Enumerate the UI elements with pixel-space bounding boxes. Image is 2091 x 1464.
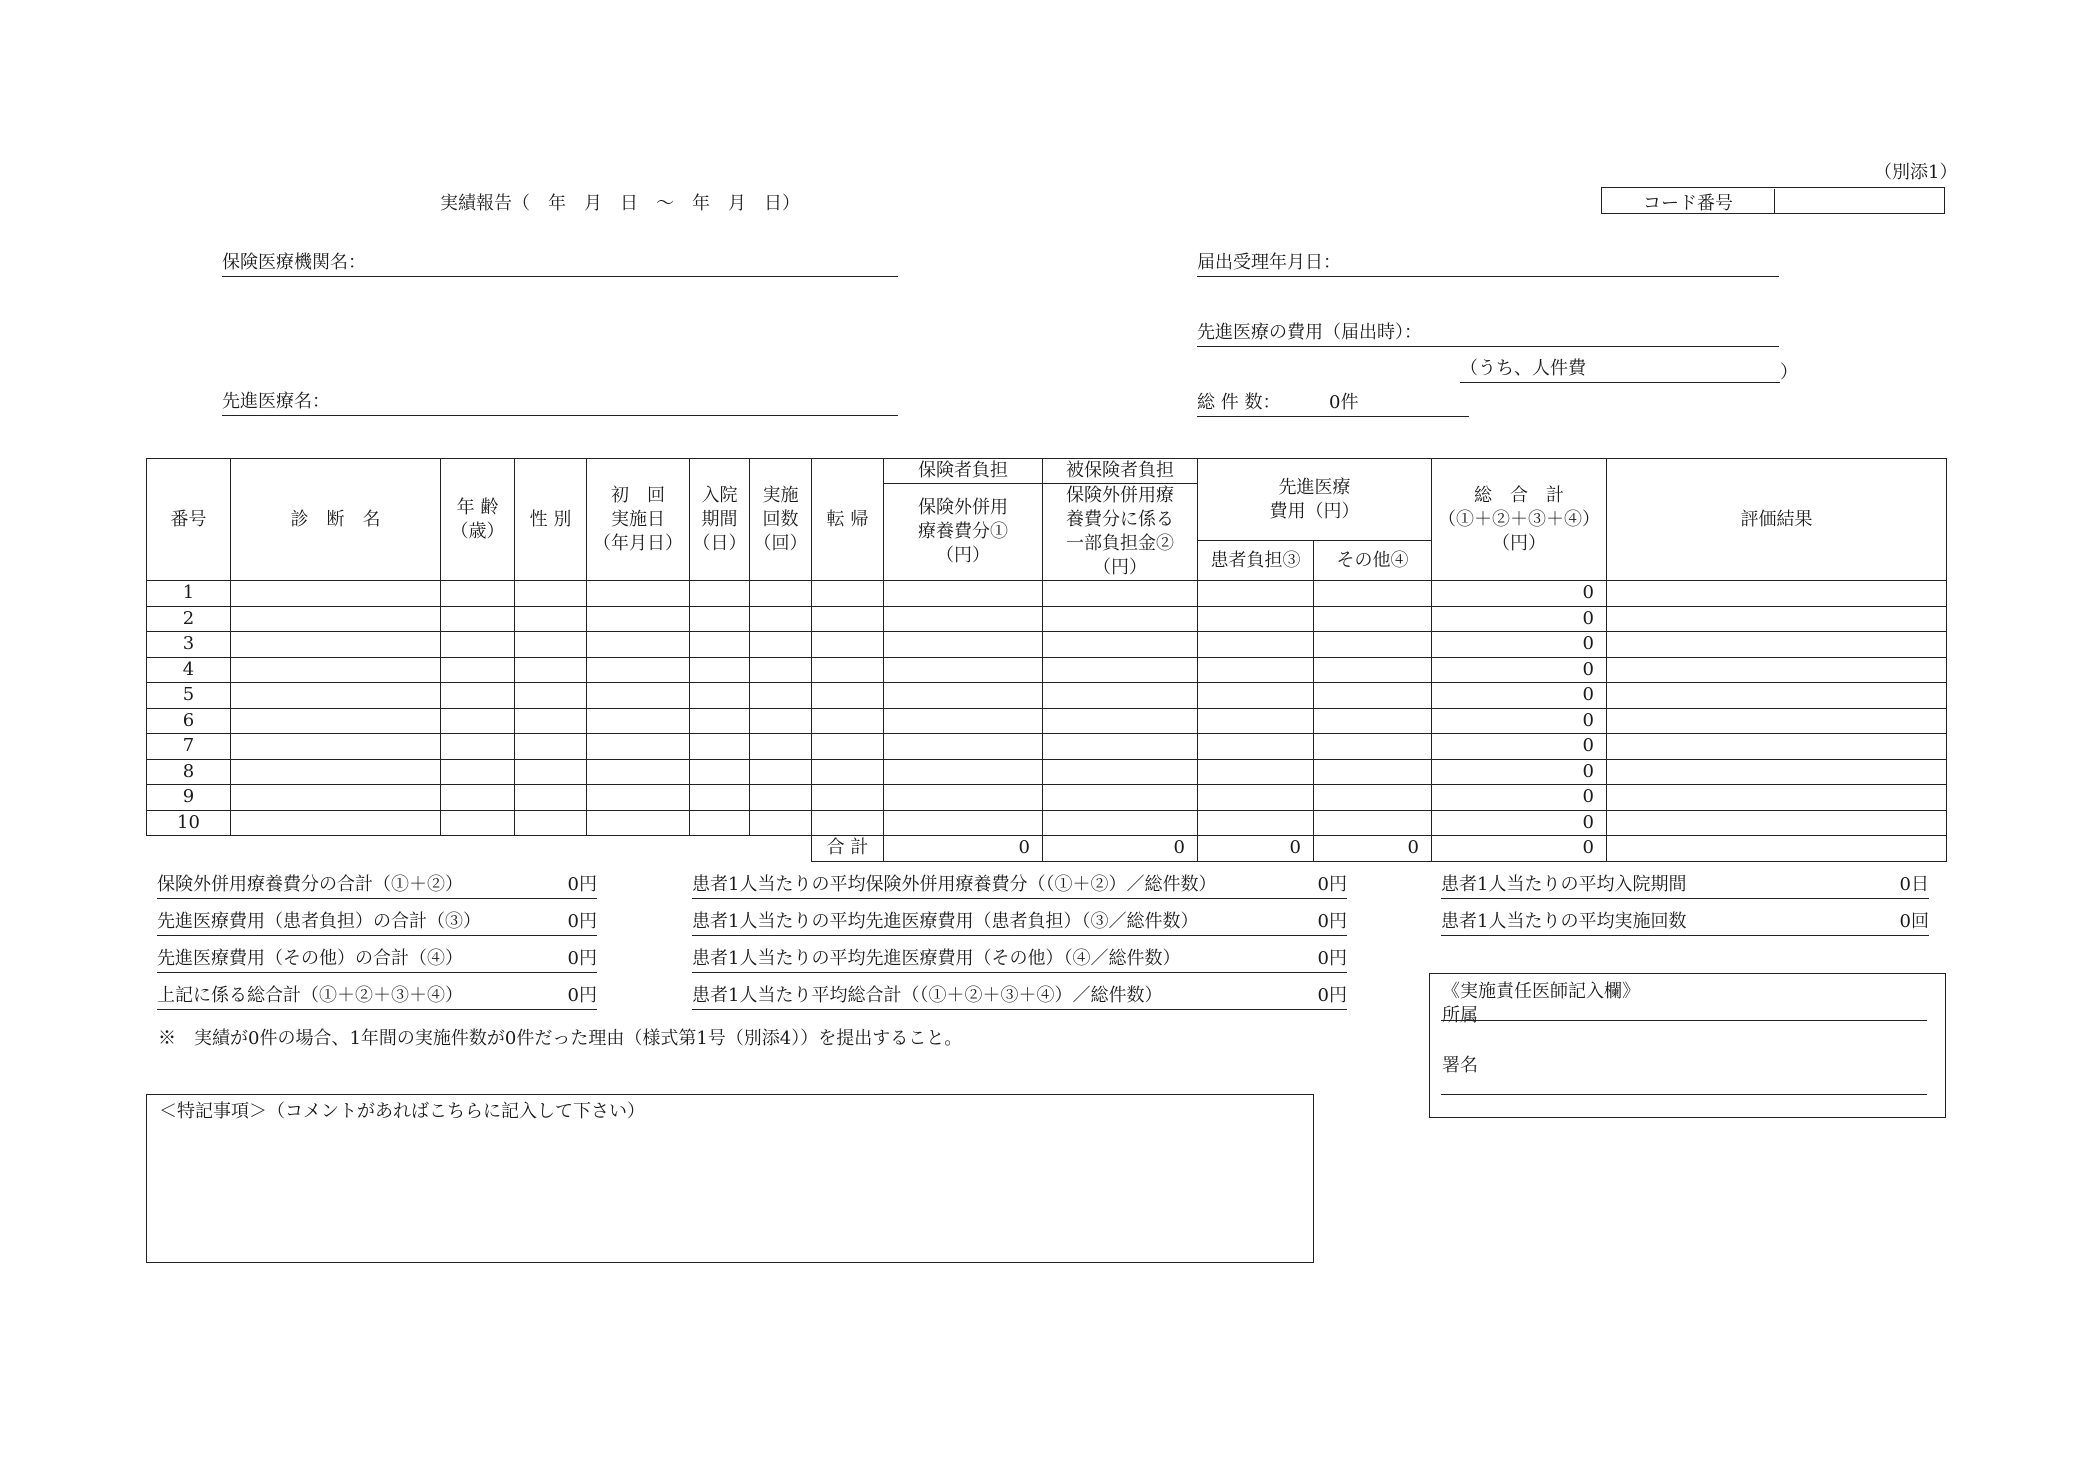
total-cases-label: 総 件 数： (1197, 392, 1281, 413)
table-cell[interactable] (1198, 785, 1314, 811)
row-grand-total: 0 (1432, 683, 1607, 709)
table-cell[interactable] (587, 683, 690, 709)
col-first-date-header: 初 回 実施日 （年月日） (587, 459, 690, 581)
table-cell[interactable] (812, 683, 884, 709)
summary-line (157, 909, 597, 936)
col-outcome-header: 転 帰 (812, 459, 884, 581)
row-number: 7 (147, 734, 231, 760)
col-times-header: 実施 回数 （回） (750, 459, 812, 581)
table-cell[interactable] (690, 606, 750, 632)
row-number: 2 (147, 606, 231, 632)
table-cell[interactable] (231, 785, 441, 811)
table-cell[interactable] (750, 683, 812, 709)
table-row (147, 810, 1947, 836)
row-grand-total: 0 (1432, 708, 1607, 734)
col-no-header: 番号 (147, 459, 231, 581)
table-cell[interactable] (441, 581, 515, 607)
table-cell[interactable] (1198, 708, 1314, 734)
table-row (147, 683, 1947, 709)
summary-label: 患者1人当たり平均総合計（（①＋②＋③＋④）／総件数） (692, 985, 1163, 1006)
summary-value: 0円 (567, 874, 597, 895)
table-cell[interactable] (515, 581, 587, 607)
insurer-group-header: 保険者負担 (884, 459, 1043, 484)
table-cell[interactable] (812, 581, 884, 607)
total-copayment: 0 (1043, 836, 1198, 862)
col-diagnosis-header: 診 断 名 (231, 459, 441, 581)
table-cell[interactable] (690, 683, 750, 709)
table-cell[interactable] (690, 708, 750, 734)
total-evaluation-cell (1607, 836, 1947, 862)
table-cell[interactable] (515, 657, 587, 683)
table-cell[interactable] (812, 810, 884, 836)
row-number: 8 (147, 759, 231, 785)
total-patient-burden: 0 (1198, 836, 1314, 862)
table-cell[interactable] (587, 810, 690, 836)
col-grand-total-header: 総 合 計 （①＋②＋③＋④） （円） (1432, 459, 1607, 581)
table-row (147, 581, 1947, 607)
table-cell[interactable] (884, 581, 1043, 607)
table-row (147, 785, 1947, 811)
table-cell[interactable] (1198, 734, 1314, 760)
affiliation-field[interactable] (1441, 1000, 1927, 1021)
table-cell[interactable] (750, 581, 812, 607)
institution-name-label: 保険医療機関名： (222, 252, 366, 273)
table-cell[interactable] (690, 785, 750, 811)
table-cell[interactable] (231, 606, 441, 632)
table-cell[interactable] (884, 734, 1043, 760)
table-cell[interactable] (441, 734, 515, 760)
table-cell[interactable] (812, 785, 884, 811)
table-cell[interactable] (231, 734, 441, 760)
signature-field[interactable] (1441, 1028, 1927, 1095)
table-cell[interactable] (1043, 683, 1198, 709)
table-cell[interactable] (515, 810, 587, 836)
summary-label: 患者1人当たりの平均先進医療費用（その他）（④／総件数） (692, 948, 1181, 969)
table-cell[interactable] (515, 734, 587, 760)
total-grand-total: 0 (1432, 836, 1607, 862)
table-cell[interactable] (587, 759, 690, 785)
summary-value: 0円 (1317, 948, 1347, 969)
table-cell[interactable] (1314, 581, 1432, 607)
table-cell[interactable] (515, 759, 587, 785)
table-cell[interactable] (231, 759, 441, 785)
summary-line (692, 872, 1347, 899)
cost-field[interactable] (1197, 320, 1779, 347)
row-grand-total: 0 (1432, 581, 1607, 607)
total-cases-field (1197, 390, 1469, 417)
insured-group-header: 被保険者負担 (1043, 459, 1198, 484)
table-cell[interactable] (1314, 657, 1432, 683)
table-cell[interactable] (1198, 632, 1314, 658)
table-cell[interactable] (812, 708, 884, 734)
institution-name-field[interactable] (222, 250, 898, 277)
table-cell[interactable] (231, 683, 441, 709)
remarks-label: ＜特記事項＞（コメントがあればこちらに記入して下さい） (159, 1101, 645, 1122)
summary-value: 0円 (567, 985, 597, 1006)
total-row (147, 836, 1947, 862)
personnel-cost-field[interactable] (1460, 356, 1780, 383)
table-cell[interactable] (441, 683, 515, 709)
summary-line (157, 946, 597, 973)
table-cell[interactable] (441, 759, 515, 785)
table-cell[interactable] (884, 810, 1043, 836)
table-cell[interactable] (1314, 734, 1432, 760)
summary-line (692, 983, 1347, 1010)
table-cell[interactable] (690, 810, 750, 836)
table-cell[interactable] (515, 708, 587, 734)
advanced-name-field[interactable] (222, 389, 898, 416)
table-cell[interactable] (1607, 683, 1947, 709)
cost-label: 先進医療の費用（届出時）： (1197, 322, 1422, 343)
table-row (147, 606, 1947, 632)
table-cell[interactable] (441, 708, 515, 734)
table-cell[interactable] (690, 632, 750, 658)
table-cell[interactable] (1314, 708, 1432, 734)
table-cell[interactable] (1607, 810, 1947, 836)
table-cell[interactable] (1043, 785, 1198, 811)
table-cell[interactable] (690, 734, 750, 760)
table-cell[interactable] (587, 581, 690, 607)
table-cell[interactable] (812, 657, 884, 683)
summary-line (692, 946, 1347, 973)
table-cell[interactable] (1198, 759, 1314, 785)
summary-label: 先進医療費用（患者負担）の合計（③） (157, 911, 481, 932)
affiliation-label: 所属 (1442, 1005, 1478, 1026)
table-cell[interactable] (1043, 734, 1198, 760)
remarks-box[interactable] (146, 1094, 1314, 1263)
table-cell[interactable] (1198, 683, 1314, 709)
table-cell[interactable] (515, 632, 587, 658)
summary-label: 患者1人当たりの平均保険外併用療養費分（（①＋②）／総件数） (692, 874, 1217, 895)
table-cell[interactable] (750, 708, 812, 734)
table-cell[interactable] (1314, 785, 1432, 811)
table-cell[interactable] (1607, 657, 1947, 683)
summary-value: 0円 (567, 948, 597, 969)
table-cell[interactable] (1043, 581, 1198, 607)
table-row (147, 657, 1947, 683)
summary-value: 0回 (1899, 911, 1929, 932)
row-grand-total: 0 (1432, 632, 1607, 658)
table-cell[interactable] (1314, 759, 1432, 785)
total-row-spacer (147, 836, 812, 862)
table-row (147, 734, 1947, 760)
code-label: コード番号 (1602, 189, 1775, 213)
doctor-box-title: 《実施責任医師記入欄》 (1442, 981, 1640, 1002)
table-cell[interactable] (587, 785, 690, 811)
row-grand-total: 0 (1432, 606, 1607, 632)
signature-label: 署名 (1442, 1055, 1478, 1076)
row-number: 4 (147, 657, 231, 683)
table-cell[interactable] (1314, 683, 1432, 709)
table-cell[interactable] (1314, 810, 1432, 836)
table-cell[interactable] (750, 734, 812, 760)
table-cell[interactable] (1607, 734, 1947, 760)
table-cell[interactable] (515, 683, 587, 709)
row-number: 10 (147, 810, 231, 836)
summary-line (1441, 909, 1929, 936)
code-box (1601, 187, 1945, 214)
table-cell[interactable] (690, 581, 750, 607)
table-cell[interactable] (1043, 810, 1198, 836)
summary-value: 0円 (1317, 874, 1347, 895)
total-other: 0 (1314, 836, 1432, 862)
summary-value: 0円 (567, 911, 597, 932)
summary-value: 0円 (1317, 985, 1347, 1006)
table-cell[interactable] (750, 632, 812, 658)
total-label: 合 計 (812, 836, 884, 862)
table-cell[interactable] (1607, 581, 1947, 607)
table-cell[interactable] (515, 606, 587, 632)
summary-label: 患者1人当たりの平均先進医療費用（患者負担）（③／総件数） (692, 911, 1199, 932)
table-cell[interactable] (231, 657, 441, 683)
note-text: ※ 実績が0件の場合、1年間の実施件数が0件だった理由（様式第1号（別添4））を提出すること。 (158, 1028, 963, 1049)
table-cell[interactable] (1314, 632, 1432, 658)
table-cell[interactable] (1607, 708, 1947, 734)
col-other-header: その他④ (1314, 541, 1432, 581)
summary-label: 保険外併用療養費分の合計（①＋②） (157, 874, 463, 895)
summary-label: 患者1人当たりの平均実施回数 (1441, 911, 1687, 932)
table-cell[interactable] (750, 759, 812, 785)
table-cell[interactable] (1198, 581, 1314, 607)
table-cell[interactable] (750, 785, 812, 811)
table-cell[interactable] (884, 708, 1043, 734)
table-cell[interactable] (1198, 810, 1314, 836)
row-grand-total: 0 (1432, 759, 1607, 785)
table-cell[interactable] (884, 632, 1043, 658)
table-cell[interactable] (812, 734, 884, 760)
row-number: 5 (147, 683, 231, 709)
table-cell[interactable] (1607, 759, 1947, 785)
receipt-date-label: 届出受理年月日： (1197, 252, 1341, 273)
table-cell[interactable] (884, 657, 1043, 683)
table-cell[interactable] (515, 785, 587, 811)
table-cell[interactable] (231, 708, 441, 734)
table-cell[interactable] (1043, 708, 1198, 734)
table-cell[interactable] (884, 606, 1043, 632)
summary-line (692, 909, 1347, 936)
table-cell[interactable] (750, 657, 812, 683)
table-cell[interactable] (812, 632, 884, 658)
table-row (147, 632, 1947, 658)
summary-label: 患者1人当たりの平均入院期間 (1441, 874, 1687, 895)
table-cell[interactable] (587, 632, 690, 658)
advanced-cost-group-header: 先進医療 費用（円） (1198, 459, 1432, 541)
personnel-cost-close: ） (1780, 362, 1798, 383)
summary-line (157, 872, 597, 899)
table-cell[interactable] (587, 708, 690, 734)
summary-line (1441, 872, 1929, 899)
table-cell[interactable] (1043, 632, 1198, 658)
table-cell[interactable] (750, 810, 812, 836)
col-age-header: 年 齢 （歳） (441, 459, 515, 581)
table-cell[interactable] (441, 657, 515, 683)
table-cell[interactable] (884, 683, 1043, 709)
total-insurance-benefit: 0 (884, 836, 1043, 862)
col-sex-header: 性 別 (515, 459, 587, 581)
table-cell[interactable] (884, 759, 1043, 785)
table-cell[interactable] (441, 606, 515, 632)
summary-value: 0日 (1899, 874, 1929, 895)
receipt-date-field[interactable] (1197, 250, 1779, 277)
personnel-cost-label: （うち、人件費 (1460, 358, 1586, 379)
table-cell[interactable] (231, 810, 441, 836)
table-cell[interactable] (441, 810, 515, 836)
table-cell[interactable] (441, 632, 515, 658)
row-grand-total: 0 (1432, 785, 1607, 811)
table-cell[interactable] (1043, 759, 1198, 785)
row-number: 3 (147, 632, 231, 658)
table-cell[interactable] (1607, 632, 1947, 658)
row-grand-total: 0 (1432, 657, 1607, 683)
row-grand-total: 0 (1432, 734, 1607, 760)
table-cell[interactable] (231, 581, 441, 607)
summary-line (157, 983, 597, 1010)
table-cell[interactable] (441, 785, 515, 811)
doctor-box (1429, 973, 1946, 1118)
table-cell[interactable] (1314, 606, 1432, 632)
table-cell[interactable] (884, 785, 1043, 811)
table-cell[interactable] (231, 632, 441, 658)
table-cell[interactable] (750, 606, 812, 632)
total-cases-value: 0件 (1329, 392, 1359, 413)
table-row (147, 759, 1947, 785)
results-table (146, 458, 1947, 862)
table-cell[interactable] (1043, 657, 1198, 683)
col-patient-burden-header: 患者負担③ (1198, 541, 1314, 581)
row-number: 9 (147, 785, 231, 811)
attachment-label: （別添1） (1874, 162, 1958, 183)
report-title: 実績報告（ 年 月 日 ～ 年 月 日） (440, 193, 800, 214)
summary-label: 上記に係る総合計（①＋②＋③＋④） (157, 985, 463, 1006)
table-cell[interactable] (812, 606, 884, 632)
table-cell[interactable] (587, 734, 690, 760)
table-cell[interactable] (587, 606, 690, 632)
advanced-name-label: 先進医療名： (222, 391, 330, 412)
table-row (147, 708, 1947, 734)
table-cell[interactable] (1607, 606, 1947, 632)
table-cell[interactable] (587, 657, 690, 683)
table-cell[interactable] (1607, 785, 1947, 811)
table-cell[interactable] (812, 759, 884, 785)
col-copayment-header: 保険外併用療 養費分に係る 一部負担金② （円） (1043, 484, 1198, 581)
table-cell[interactable] (690, 657, 750, 683)
row-grand-total: 0 (1432, 810, 1607, 836)
summary-value: 0円 (1317, 911, 1347, 932)
table-cell[interactable] (690, 759, 750, 785)
table-cell[interactable] (1198, 657, 1314, 683)
table-cell[interactable] (1043, 606, 1198, 632)
summary-label: 先進医療費用（その他）の合計（④） (157, 948, 463, 969)
row-number: 6 (147, 708, 231, 734)
table-cell[interactable] (1198, 606, 1314, 632)
col-evaluation-header: 評価結果 (1607, 459, 1947, 581)
row-number: 1 (147, 581, 231, 607)
col-insurance-benefit-header: 保険外併用 療養費分① （円） (884, 484, 1043, 581)
col-hosp-period-header: 入院 期間 （日） (690, 459, 750, 581)
code-value-field[interactable] (1776, 189, 1944, 213)
